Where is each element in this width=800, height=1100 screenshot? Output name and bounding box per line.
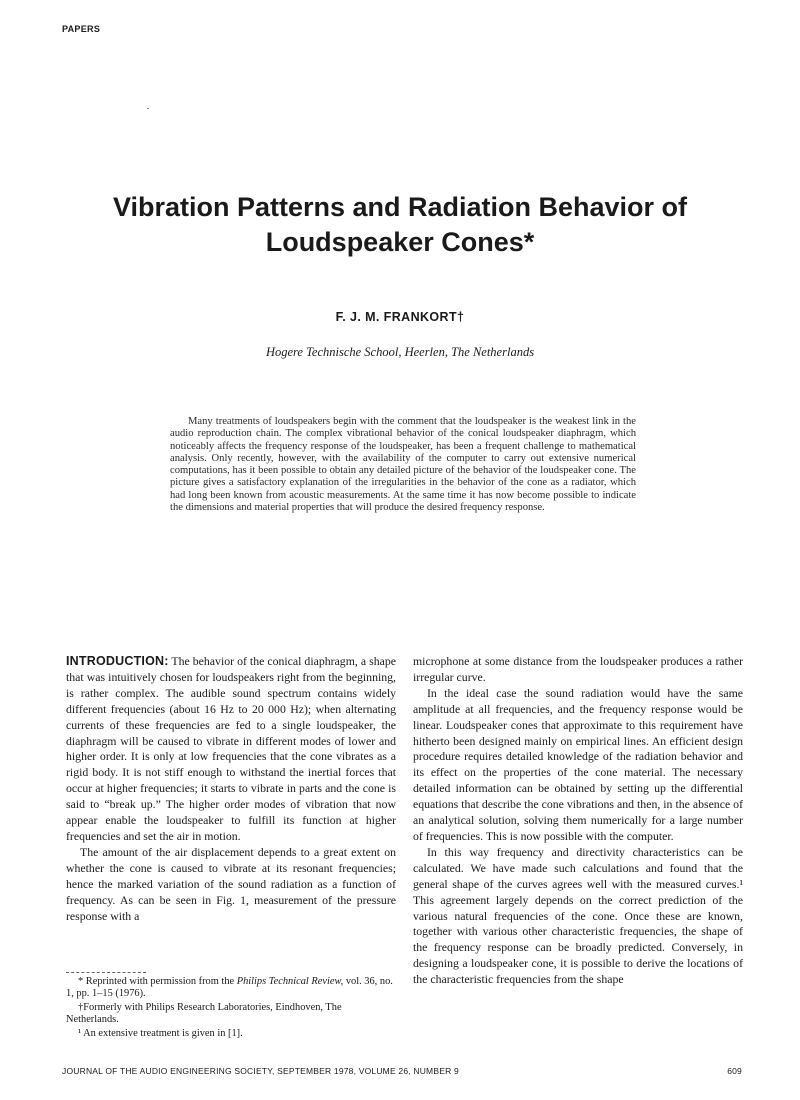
article-title — [60, 190, 740, 260]
footnote-reference: ¹ An extensive treatment is given in [1]. — [78, 1028, 243, 1039]
body-paragraph: In this way frequency and directivity characteristics can be calculated. We have made such calculations and found that the general shape of the curves agrees well with the measured curves.¹ This agreement largely depends on the correct prediction of the various natural frequencies of the cone. Once these are known, together with various other characteristic frequencies, the shape of the frequency response can be broadly predicted. Conversely, in designing a loudspeaker cone, it is possible to derive the locations of the characteristic frequencies from the shape — [413, 844, 743, 987]
section-label: PAPERS — [62, 24, 101, 34]
title-line-1: Vibration Patterns and Radiation Behavior of — [112, 192, 688, 222]
body-paragraph: In the ideal case the sound radiation would have the same amplitude at all frequencies, and the frequency response would be linear. Loudspeaker cones that approximate to this requirement have hitherto been designed mainly on empirical lines. An efficient design procedure requires detailed knowledge of the radiation behavior and its effect on the properties of the cone material. The necessary detailed information can be obtained by setting up the differential equations that describe the cone vibrations and then, in the absence of an analytical solution, solving them numerically for a large number of frequencies. This is now possible with the computer. — [413, 685, 743, 843]
author-name: F. J. M. FRANKORT† — [335, 310, 465, 324]
body-paragraph: microphone at some distance from the loudspeaker produces a rather irregular curve. — [413, 654, 743, 684]
intro-text: The behavior of the conical diaphragm, a shape that was intuitively chosen for loudspeakers right from the beginning, is rather complex. The audible sound spectrum contains widely different frequencies (about 16 Hz to 20 000 Hz); when alternating currents of these frequencies are fed to a single loudspeaker, the diaphragm will be caused to vibrate in different modes of lower and higher order. It is only at low frequencies that the cone vibrates as a rigid body. It is not stiff enough to withstand the inertial forces that occur at higher frequencies; it starts to vibrate in parts and the cone is said to “break up.” The higher order modes of vibration that now appear enable the loudspeaker to fulfill its function at higher frequencies and set the air in motion. — [66, 654, 396, 843]
scan-speck — [147, 108, 149, 109]
footnote-journal-name: Philips Technical Review, — [236, 976, 344, 987]
footnote-reprint-text: * Reprinted with permission from the — [78, 976, 237, 987]
footnote-rule — [66, 972, 146, 973]
body-column-left — [66, 654, 396, 924]
footer-journal-info: JOURNAL OF THE AUDIO ENGINEERING SOCIETY, SEPTEMBER 1978, VOLUME 26, NUMBER 9 — [62, 1066, 459, 1076]
footnote-author: †Formerly with Philips Research Laboratories, Eindhoven, The Netherlands. — [66, 1002, 342, 1025]
title-line-2: Loudspeaker Cones* — [265, 227, 535, 257]
body-column-right — [413, 654, 743, 988]
author-affiliation: Hogere Technische School, Heerlen, The Netherlands — [265, 345, 535, 359]
intro-heading: INTRODUCTION: — [66, 654, 169, 668]
body-paragraph: The amount of the air displacement depends to a great extent on whether the cone is caused to vibrate at its resonant frequencies; hence the marked variation of the sound radiation as a function of frequency. As can be seen in Fig. 1, measurement of the pressure response with a — [66, 844, 396, 923]
page-number: 609 — [727, 1066, 742, 1076]
intro-paragraph — [66, 654, 396, 845]
abstract: Many treatments of loudspeakers begin with the comment that the loudspeaker is the weakest link in the audio reproduction chain. The complex vibrational behavior of the conical loudspeaker diaphragm, which noticeably affects the frequency response of the loudspeaker, has been a frequent challenge to mathematical analysis. Only recently, however, with the availability of the computer to carry out extensive numerical computations, has it been possible to obtain any detailed picture of the behavior of the loudspeaker cone. The picture gives a satisfactory explanation of the irregularities in the behavior of the cone as a radiator, which had long been known from acoustic measurements. At the same time it has now become possible to indicate the dimensions and material properties that will produce the desired frequency response. — [170, 416, 636, 514]
footnotes — [66, 976, 396, 1042]
footnote-reprint — [66, 976, 396, 1000]
footnote-reprint-ref: vol. 36, no. 1, pp. 1–15 (1976). — [66, 976, 393, 999]
